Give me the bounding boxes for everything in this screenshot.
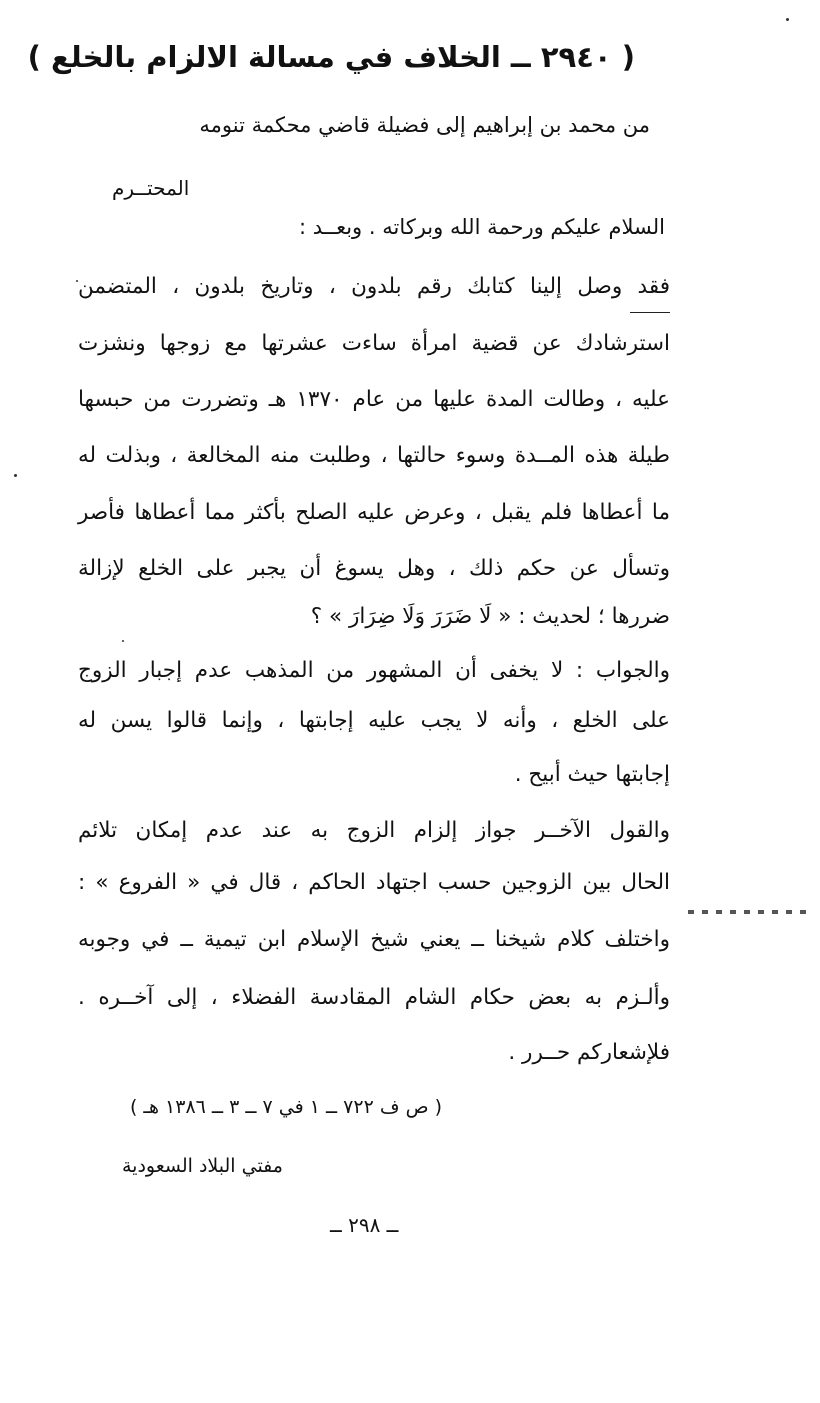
body-line-13: واختلف كلام شيخنا ــ يعني شيخ الإسلام ابن تيمية ــ في وجوبه bbox=[78, 927, 670, 952]
scan-speck bbox=[122, 640, 124, 642]
greeting: السلام عليكم ورحمة الله وبركاته . وبعــد : bbox=[299, 215, 665, 239]
document-title: ( ٢٩٤٠ ــ الخلاف في مسالة الالزام بالخلع ) bbox=[27, 40, 635, 74]
body-line-10: إجابتها حيث أبيح . bbox=[514, 762, 670, 787]
body-line-5: ما أعطاها فلم يقبل ، وعرض عليه الصلح بأكثر مما أعطاها فأصر bbox=[78, 500, 670, 525]
signature: مفتي البلاد السعودية bbox=[122, 1155, 283, 1177]
body-line-8: والجواب : لا يخفى أن المشهور من المذهب عدم إجبار الزوج bbox=[78, 658, 670, 683]
scan-speck bbox=[76, 280, 78, 282]
page-number: ــ ٢٩٨ ــ bbox=[330, 1213, 399, 1237]
body-line-11: والقول الآخــر جواز إلزام الزوج به عند عدم إمكان تلائم bbox=[78, 818, 670, 843]
addressee-line: من محمد بن إبراهيم إلى فضيلة قاضي محكمة تنومه bbox=[199, 113, 650, 137]
body-line-14: وألـزم به بعض حكام الشام المقادسة الفضلاء ، إلى آخــره . bbox=[78, 985, 670, 1010]
body-line-1: فقد وصل إلينا كتابك رقم بلدون ، وتاريخ بلدون ، المتضمن bbox=[78, 274, 670, 299]
body-line-15: فلإشعاركم حــرر . bbox=[508, 1040, 670, 1065]
body-line-7: ضررها ؛ لحديث : « لَا ضَرَرَ وَلَا ضِرَارَ » ؟ bbox=[310, 604, 670, 629]
body-line-12: الحال بين الزوجين حسب اجتهاد الحاكم ، قال في « الفروع » : bbox=[78, 870, 670, 895]
scan-speck bbox=[786, 18, 789, 21]
body-line-4: طيلة هذه المــدة وسوء حالتها ، وطلبت منه المخالعة ، وبذلت له bbox=[78, 443, 670, 468]
scan-speck bbox=[14, 474, 17, 477]
honorific: المحتــرم bbox=[112, 176, 190, 200]
body-line-9: على الخلع ، وأنه لا يجب عليه إجابتها ، وإنما قالوا يسن له bbox=[78, 708, 670, 733]
body-line-3: عليه ، وطالت المدة عليها من عام ١٣٧٠ هـ وتضررت من حبسها bbox=[78, 387, 670, 412]
scan-artifact-dashes bbox=[688, 910, 808, 914]
scan-mark bbox=[630, 312, 670, 313]
body-line-2: استرشادك عن قضية امرأة ساءت عشرتها مع زوجها ونشزت bbox=[78, 331, 670, 356]
reference-number: ( ص ف ٧٢٢ ــ ١ في ٧ ــ ٣ ــ ١٣٨٦ هـ ) bbox=[129, 1096, 442, 1118]
body-line-6: وتسأل عن حكم ذلك ، وهل يسوغ أن يجبر على الخلع لإزالة bbox=[78, 556, 670, 581]
